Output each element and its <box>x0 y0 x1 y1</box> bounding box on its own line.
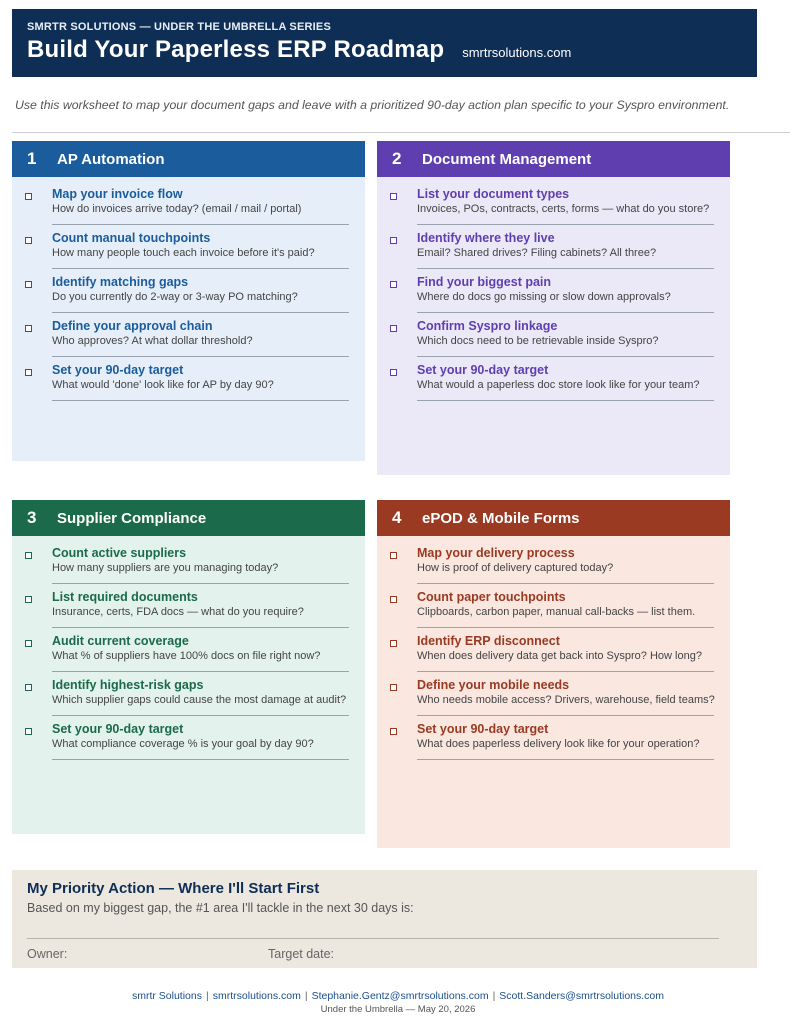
checkbox[interactable] <box>390 369 397 376</box>
item-title: Count active suppliers <box>52 546 187 560</box>
checkbox[interactable] <box>390 193 397 200</box>
priority-action-box <box>12 870 757 968</box>
priority-answer-line[interactable] <box>27 938 719 939</box>
item-description: Do you currently do 2-way or 3-way PO matching? <box>52 291 298 303</box>
card-number: 2 <box>392 149 402 168</box>
item-description: What would 'done' look like for AP by day 90? <box>52 379 274 391</box>
item-description: Where do docs go missing or slow down approvals? <box>417 291 671 303</box>
item-description: Which docs need to be retrievable inside Syspro? <box>417 335 659 347</box>
card-ap-automation <box>12 141 365 461</box>
item-title: Set your 90-day target <box>52 722 184 736</box>
item-description: What compliance coverage % is your goal by day 90? <box>52 738 314 750</box>
checklist-item <box>12 672 365 716</box>
card-number: 4 <box>392 508 402 527</box>
item-description: How many people touch each invoice before it's paid? <box>52 247 315 259</box>
checklist-item <box>12 225 365 269</box>
checklist-item <box>377 357 730 401</box>
item-title: Confirm Syspro linkage <box>417 319 558 333</box>
checkbox[interactable] <box>390 325 397 332</box>
checkbox[interactable] <box>390 684 397 691</box>
series-label: SMRTR SOLUTIONS — UNDER THE UMBRELLA SERIES <box>27 21 331 33</box>
checklist-item <box>377 672 730 716</box>
checkbox[interactable] <box>25 596 32 603</box>
item-description: How do invoices arrive today? (email / mail / portal) <box>52 203 302 215</box>
checklist-item <box>377 584 730 628</box>
footer-company: smrtr Solutions <box>131 990 202 1002</box>
card-epod-mobile-forms <box>377 500 730 848</box>
item-title: Set your 90-day target <box>52 363 184 377</box>
checkbox[interactable] <box>25 640 32 647</box>
intro-text: Use this worksheet to map your document gaps and leave with a prioritized 90-day action plan specific to your Syspro environment. <box>15 98 730 112</box>
card-document-management <box>377 141 730 475</box>
checklist-item <box>12 269 365 313</box>
footer-meta: Under the Umbrella — May 20, 2026 <box>320 1004 476 1015</box>
item-title: Identify highest-risk gaps <box>52 678 204 692</box>
checkbox[interactable] <box>25 193 32 200</box>
footer-email-link[interactable]: Stephanie.Gentz@smrtrsolutions.com <box>311 990 489 1002</box>
item-description: How is proof of delivery captured today? <box>417 562 614 574</box>
checkbox[interactable] <box>25 281 32 288</box>
item-description: When does delivery data get back into Syspro? How long? <box>417 650 702 662</box>
answer-line[interactable] <box>52 400 349 401</box>
item-description: Who needs mobile access? Drivers, warehouse, field teams? <box>417 694 715 706</box>
card-title: ePOD & Mobile Forms <box>422 509 580 527</box>
checklist-item <box>12 540 365 584</box>
divider <box>12 132 790 133</box>
card-title: AP Automation <box>57 150 165 168</box>
item-title: Identify ERP disconnect <box>417 634 560 648</box>
checklist-item <box>12 313 365 357</box>
target-date-label[interactable]: Target date: <box>268 947 335 961</box>
card-header <box>12 500 365 536</box>
item-description: Who approves? At what dollar threshold? <box>52 335 253 347</box>
card-title: Supplier Compliance <box>57 509 207 527</box>
page-title: Build Your Paperless ERP Roadmap <box>27 36 445 63</box>
item-description: Invoices, POs, contracts, certs, forms — what do you store? <box>417 203 710 215</box>
checkbox[interactable] <box>390 640 397 647</box>
checkbox[interactable] <box>390 728 397 735</box>
card-header <box>377 500 730 536</box>
checklist-item <box>377 313 730 357</box>
item-description: Clipboards, carbon paper, manual call-backs — list them. <box>417 606 696 618</box>
checklist-item <box>12 181 365 225</box>
item-title: Count paper touchpoints <box>417 590 566 604</box>
checkbox[interactable] <box>25 728 32 735</box>
item-title: Find your biggest pain <box>417 275 552 289</box>
checkbox[interactable] <box>25 369 32 376</box>
item-title: List required documents <box>52 590 198 604</box>
footer-email-link[interactable]: Scott.Sanders@smrtrsolutions.com <box>499 990 665 1002</box>
priority-title: My Priority Action — Where I'll Start First <box>27 880 320 897</box>
checkbox[interactable] <box>390 596 397 603</box>
item-description: What % of suppliers have 100% docs on file right now? <box>52 650 321 662</box>
item-description: Insurance, certs, FDA docs — what do you require? <box>52 606 304 618</box>
card-body <box>377 177 730 475</box>
checkbox[interactable] <box>390 237 397 244</box>
checklist-item <box>377 269 730 313</box>
checklist-item <box>377 716 730 760</box>
checkbox[interactable] <box>25 684 32 691</box>
card-title: Document Management <box>422 150 592 168</box>
item-title: Identify matching gaps <box>52 275 189 289</box>
card-body <box>12 536 365 834</box>
checklist-item <box>377 628 730 672</box>
item-description: Which supplier gaps could cause the most damage at audit? <box>52 694 347 706</box>
owner-label[interactable]: Owner: <box>27 947 68 961</box>
item-title: Map your invoice flow <box>52 187 183 201</box>
checklist-item <box>377 225 730 269</box>
item-title: Map your delivery process <box>417 546 575 560</box>
checkbox[interactable] <box>390 552 397 559</box>
checkbox[interactable] <box>25 325 32 332</box>
item-title: Audit current coverage <box>52 634 189 648</box>
card-supplier-compliance <box>12 500 365 834</box>
priority-prompt: Based on my biggest gap, the #1 area I'll tackle in the next 30 days is: <box>27 901 414 915</box>
checkbox[interactable] <box>25 237 32 244</box>
answer-line[interactable] <box>417 759 714 760</box>
checkbox[interactable] <box>25 552 32 559</box>
card-body <box>377 536 730 848</box>
checklist-item <box>12 357 365 401</box>
footer-site-link[interactable]: smrtrsolutions.com <box>212 990 301 1002</box>
footer: smrtr Solutions | smrtrsolutions.com | Stephanie.Gentz@smrtrsolutions.com | Scott.Sanders@smrtrsolutions.com Under the Umbrella — May 20, 2026 <box>0 990 796 1015</box>
checklist-item <box>12 628 365 672</box>
header-site-link[interactable]: smrtrsolutions.com <box>462 45 572 60</box>
card-number: 1 <box>27 149 37 168</box>
checklist-item <box>377 181 730 225</box>
item-title: List your document types <box>417 187 570 201</box>
checkbox[interactable] <box>390 281 397 288</box>
item-description: Email? Shared drives? Filing cabinets? All three? <box>417 247 657 259</box>
card-body <box>12 177 365 461</box>
card-header <box>377 141 730 177</box>
item-title: Define your approval chain <box>52 319 213 333</box>
item-title: Define your mobile needs <box>417 678 570 692</box>
header-banner <box>12 9 757 77</box>
card-header <box>12 141 365 177</box>
item-title: Set your 90-day target <box>417 363 549 377</box>
item-title: Set your 90-day target <box>417 722 549 736</box>
checklist-item <box>12 584 365 628</box>
answer-line[interactable] <box>52 759 349 760</box>
card-number: 3 <box>27 508 37 527</box>
item-title: Count manual touchpoints <box>52 231 211 245</box>
checklist-item <box>377 540 730 584</box>
item-title: Identify where they live <box>417 231 555 245</box>
answer-line[interactable] <box>417 400 714 401</box>
checklist-item <box>12 716 365 760</box>
item-description: What does paperless delivery look like for your operation? <box>417 738 700 750</box>
item-description: How many suppliers are you managing today? <box>52 562 279 574</box>
item-description: What would a paperless doc store look like for your team? <box>417 379 700 391</box>
